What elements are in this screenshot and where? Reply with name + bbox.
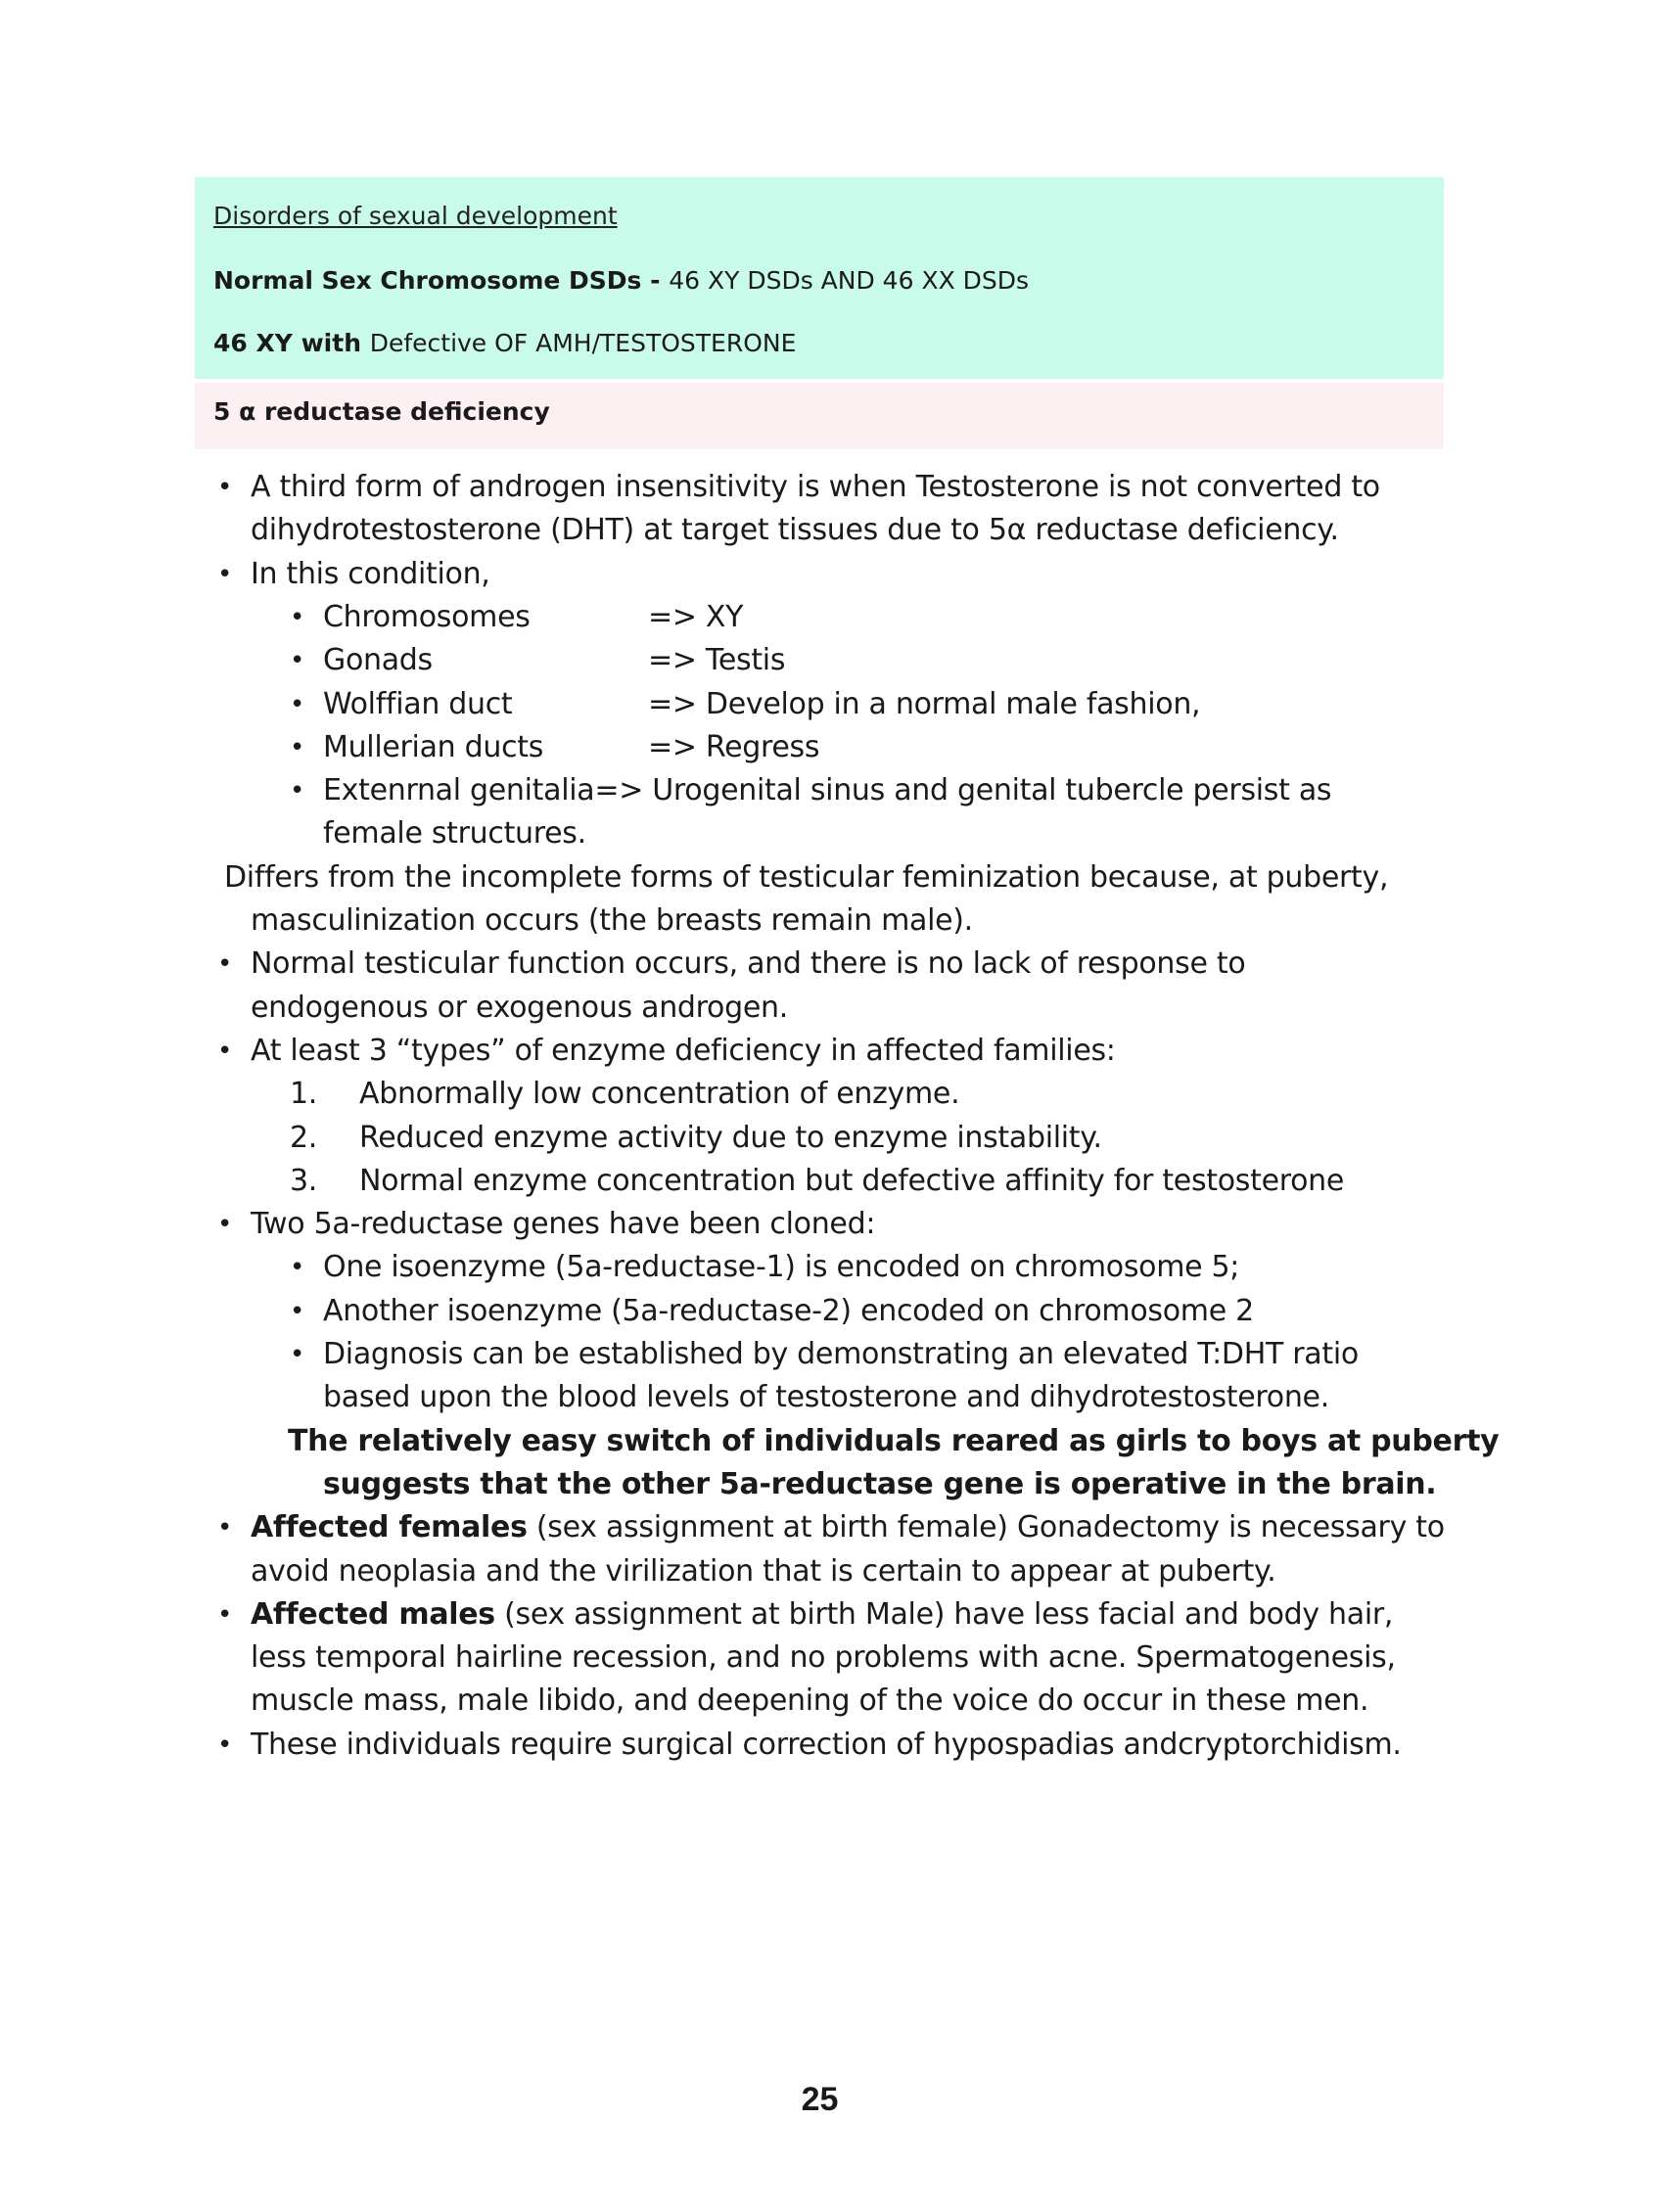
type-number: 2.	[290, 1120, 318, 1155]
differs-paragraph: Differs from the incomplete forms of testicular feminization because, at puberty,	[224, 859, 1389, 895]
category-title: Normal Sex Chromosome DSDs - 46 XY DSDs AND 46 XX DSDs	[213, 266, 1030, 295]
feature-label: Chromosomes	[323, 599, 531, 634]
affected-males: less temporal hairline recession, and no problems with acne. Spermatogenesis,	[251, 1640, 1396, 1676]
external-genitalia: Extenrnal genitalia=> Urogenital sinus and genital tubercle persist as	[323, 773, 1332, 808]
bullet-icon: •	[217, 949, 233, 980]
affected-males: muscle mass, male libido, and deepening of the voice do occur in these men.	[251, 1683, 1369, 1719]
topic-title: 5 α reductase deficiency	[213, 397, 550, 426]
bullet-icon: •	[290, 732, 305, 762]
condition-intro: In this condition,	[251, 556, 490, 591]
gene-item: One isoenzyme (5a-reductase-1) is encoded on chromosome 5;	[323, 1250, 1240, 1285]
bullet-icon: •	[217, 1036, 233, 1066]
bold-note: suggests that the other 5a-reductase gene is operative in the brain.	[323, 1466, 1437, 1501]
bullet-icon: •	[290, 602, 305, 632]
bullet-icon: •	[217, 559, 233, 589]
types-intro: At least 3 “types” of enzyme deficiency in affected families:	[251, 1033, 1116, 1068]
bullet-icon: •	[217, 1210, 233, 1240]
testicular-function: Normal testicular function occurs, and there is no lack of response to	[251, 946, 1246, 982]
bullet-icon: •	[217, 473, 233, 502]
bullet-icon: •	[290, 646, 305, 676]
affected-males: Affected males (sex assignment at birth Male) have less facial and body hair,	[251, 1596, 1394, 1632]
type-number: 3.	[290, 1163, 318, 1198]
differs-paragraph: masculinization occurs (the breasts remain male).	[251, 903, 973, 938]
feature-label: Wolffian duct	[323, 686, 513, 721]
subcategory-title: 46 XY with Defective OF AMH/TESTOSTERONE	[213, 329, 797, 357]
intro-paragraph: A third form of androgen insensitivity is when Testosterone is not converted to	[251, 470, 1380, 504]
feature-label: Mullerian ducts	[323, 729, 544, 764]
type-text: Abnormally low concentration of enzyme.	[359, 1077, 960, 1112]
gene-item: based upon the blood levels of testosterone and dihydrotestosterone.	[323, 1380, 1329, 1415]
page-number: 25	[801, 2081, 839, 2118]
affected-females: Affected females (sex assignment at birth female) Gonadectomy is necessary to	[251, 1510, 1445, 1545]
surgical-correction: These individuals require surgical correction of hypospadias andcryptorchidism.	[251, 1727, 1402, 1762]
bullet-icon: •	[217, 1729, 233, 1760]
feature-value: => XY	[648, 599, 744, 634]
feature-value: => Develop in a normal male fashion,	[648, 686, 1201, 721]
bold-note: The relatively easy switch of individuals reared as girls to boys at puberty	[288, 1423, 1500, 1458]
external-genitalia: female structures.	[323, 816, 586, 852]
bullet-icon: •	[290, 1340, 305, 1369]
gene-item: Another isoenzyme (5a-reductase-2) encoded on chromosome 2	[323, 1293, 1254, 1328]
bullet-icon: •	[217, 1513, 233, 1544]
genes-intro: Two 5a-reductase genes have been cloned:	[251, 1207, 876, 1242]
type-text: Normal enzyme concentration but defective affinity for testosterone	[359, 1163, 1345, 1198]
type-number: 1.	[290, 1077, 318, 1112]
bullet-icon: •	[290, 776, 305, 806]
bullet-icon: •	[217, 1599, 233, 1630]
affected-females: avoid neoplasia and the virilization that is certain to appear at puberty.	[251, 1553, 1276, 1589]
feature-value: => Regress	[648, 729, 820, 764]
gene-item: Diagnosis can be established by demonstrating an elevated T:DHT ratio	[323, 1337, 1359, 1371]
feature-value: => Testis	[648, 643, 786, 678]
testicular-function: endogenous or exogenous androgen.	[251, 990, 788, 1025]
feature-label: Gonads	[323, 643, 433, 678]
intro-paragraph: dihydrotestosterone (DHT) at target tissues due to 5α reductase deficiency.	[251, 513, 1339, 548]
bullet-icon: •	[290, 689, 305, 719]
section-title: Disorders of sexual development	[213, 202, 618, 230]
bullet-icon: •	[290, 1296, 305, 1326]
type-text: Reduced enzyme activity due to enzyme instability.	[359, 1120, 1102, 1155]
bullet-icon: •	[290, 1253, 305, 1283]
